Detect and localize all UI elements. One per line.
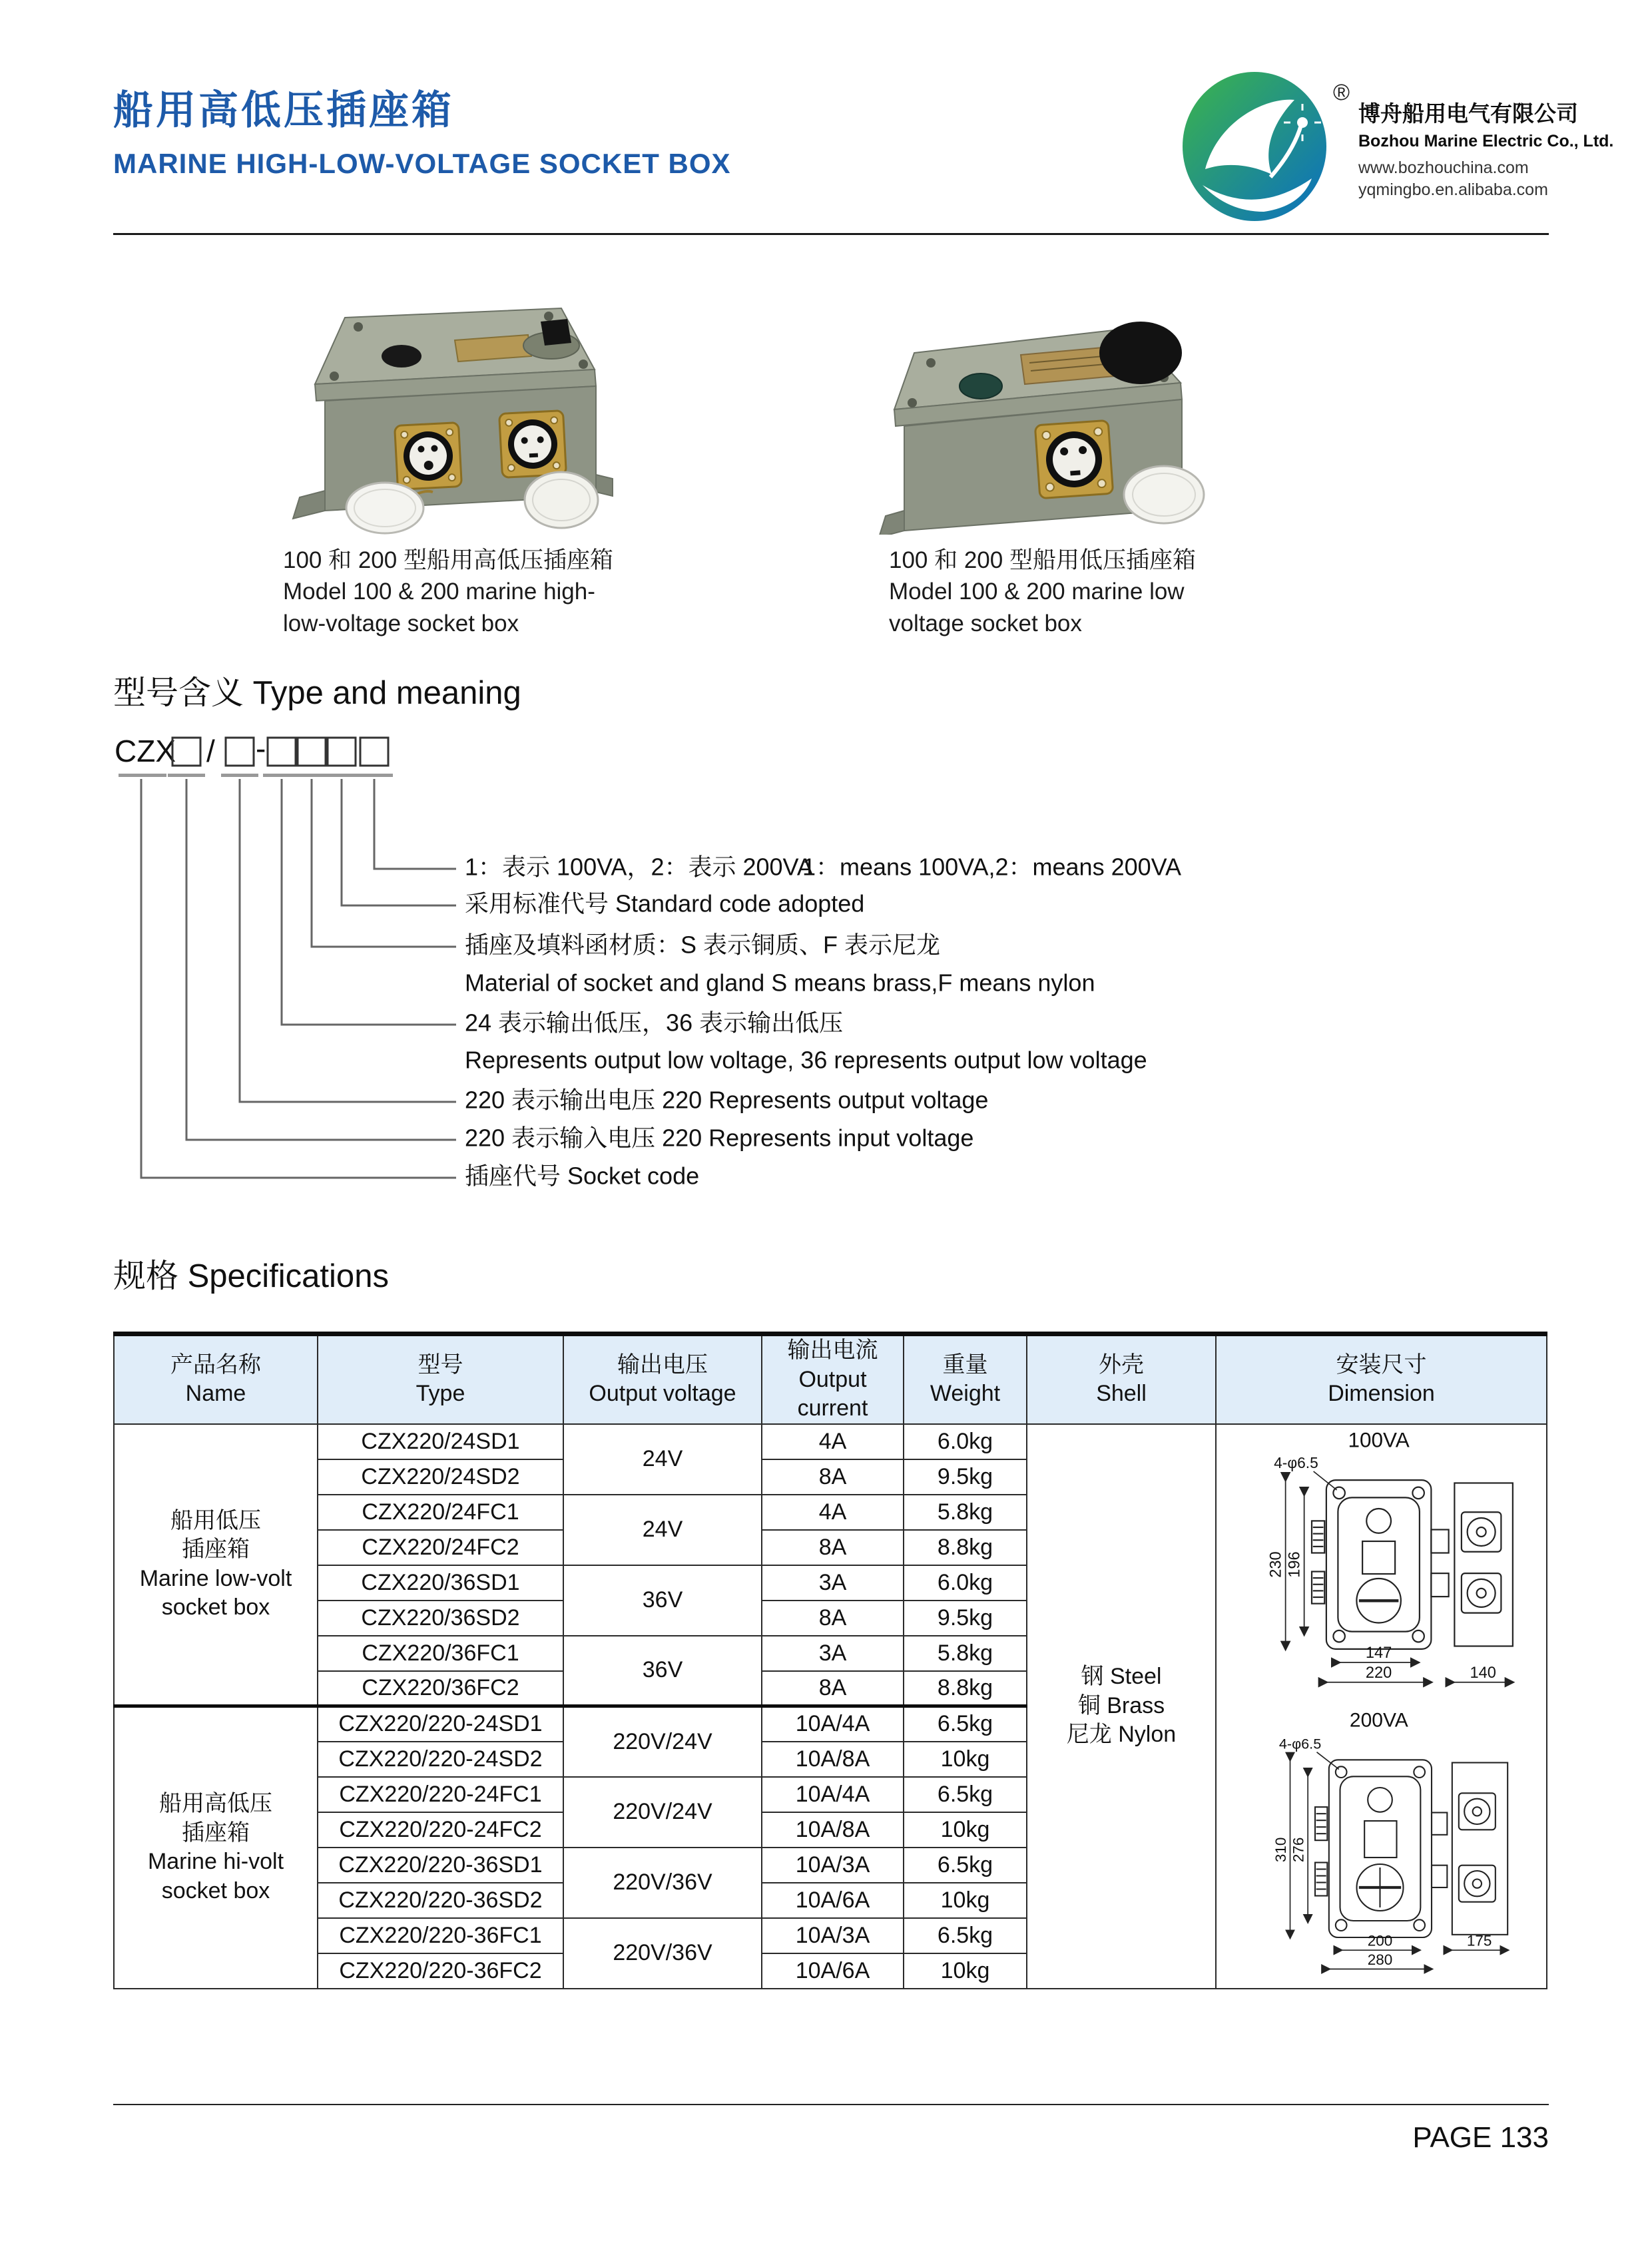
voltage-cell: 220V/24V [563, 1706, 762, 1777]
top-green-button [960, 374, 1002, 399]
type-code-notes [465, 854, 1181, 1190]
weight-cell: 6.5kg [904, 1706, 1027, 1742]
weight-cell: 5.8kg [904, 1495, 1027, 1530]
current-cell: 10A/6A [762, 1953, 904, 1989]
header-divider [113, 233, 1549, 235]
note-va-zh: 1：表示 100VA，2：表示 200VA [465, 853, 813, 881]
dim-width-inner: 200 [1367, 1932, 1392, 1949]
weight-cell: 10kg [904, 1883, 1027, 1918]
page-title-zh: 船用高低压插座箱 [113, 88, 454, 132]
note-socket-code: 插座代号 Socket code [465, 1162, 700, 1190]
note-material-zh: 插座及填料函材质：S 表示铜质、F 表示尼龙 [465, 931, 941, 959]
note-output-voltage: 220 表示输出电压 220 Represents output voltage [465, 1086, 989, 1114]
current-cell: 10A/4A [762, 1706, 904, 1742]
current-cell: 10A/3A [762, 1848, 904, 1883]
dim-height-inner: 276 [1290, 1837, 1306, 1862]
type-code-diagram [113, 727, 1478, 1220]
weight-cell: 9.5kg [904, 1459, 1027, 1495]
type-cell: CZX220/36SD2 [318, 1601, 563, 1636]
col-header-dimension: 安装尺寸 Dimension [1216, 1334, 1547, 1424]
col-header-shell: 外壳 Shell [1027, 1334, 1216, 1424]
top-push-button [382, 345, 421, 368]
dim-height-outer: 310 [1272, 1837, 1289, 1862]
note-input-voltage: 220 表示输入电压 220 Represents input voltage [465, 1124, 974, 1152]
top-switch-knob [541, 319, 571, 346]
dimension-drawing-100va [1232, 1425, 1531, 1704]
type-code-leader-lines [141, 779, 456, 1178]
spec-table [113, 1332, 1547, 1989]
dimension-cell [1216, 1424, 1547, 1989]
note-va-en: 1：means 100VA,2：means 200VA [802, 853, 1181, 881]
type-code-prefix: CZX [115, 734, 176, 768]
col-header-weight: 重量 Weight [904, 1334, 1027, 1424]
hole-spec-label: 4-φ6.5 [1273, 1453, 1318, 1471]
top-dome-cover [1099, 322, 1182, 384]
company-logo [1171, 64, 1344, 229]
caption-zh: 100 和 200 型船用高低压插座箱 [283, 547, 613, 573]
company-name-en: Bozhou Marine Electric Co., Ltd. [1358, 132, 1614, 151]
spec-row [114, 1424, 1547, 1459]
weight-cell: 9.5kg [904, 1601, 1027, 1636]
note-lowvolt-zh: 24 表示输出低压，36 表示输出低压 [465, 1009, 844, 1037]
top-nameplate [455, 335, 531, 362]
type-cell: CZX220/36FC2 [318, 1671, 563, 1706]
voltage-cell: 24V [563, 1424, 762, 1495]
type-code-slash: / [206, 734, 215, 768]
hole-spec-label: 4-φ6.5 [1278, 1735, 1321, 1752]
voltage-cell: 24V [563, 1495, 762, 1565]
voltage-cell: 36V [563, 1636, 762, 1706]
type-cell: CZX220/220-36SD2 [318, 1883, 563, 1918]
caption-en-line2: voltage socket box [889, 610, 1082, 636]
type-cell: CZX220/24FC1 [318, 1495, 563, 1530]
current-cell: 8A [762, 1459, 904, 1495]
caption-en-line1: Model 100 & 200 marine high- [283, 579, 595, 605]
weight-cell: 10kg [904, 1742, 1027, 1777]
weight-cell: 5.8kg [904, 1636, 1027, 1671]
col-header-name: 产品名称 Name [114, 1334, 318, 1424]
page-title-en: MARINE HIGH-LOW-VOLTAGE SOCKET BOX [113, 148, 731, 179]
company-website-2: yqmingbo.en.alibaba.com [1358, 180, 1548, 199]
dimension-lines [1285, 1480, 1512, 1682]
drawing-title: 100VA [1348, 1427, 1410, 1451]
page-number: PAGE 133 [1412, 2121, 1549, 2154]
note-standard: 采用标准代号 Standard code adopted [465, 889, 865, 917]
current-cell: 3A [762, 1565, 904, 1601]
type-code-dash: - [256, 731, 266, 766]
table-header-row [114, 1334, 1547, 1424]
note-lowvolt-en: Represents output low voltage, 36 represents output low voltage [465, 1046, 1147, 1074]
dim-height-inner: 196 [1286, 1551, 1304, 1578]
shell-cell: 钢 Steel 铜 Brass 尼龙 Nylon [1027, 1424, 1216, 1989]
group-name-low: 船用低压 插座箱 Marine low-volt socket box [114, 1424, 318, 1706]
caption-en-line1: Model 100 & 200 marine low [889, 579, 1185, 605]
protective-cap [1124, 466, 1204, 523]
current-cell: 8A [762, 1601, 904, 1636]
weight-cell: 6.5kg [904, 1848, 1027, 1883]
note-material-en: Material of socket and gland S means brass,F means nylon [465, 969, 1095, 997]
socket [1035, 420, 1113, 498]
weight-cell: 6.0kg [904, 1565, 1027, 1601]
type-cell: CZX220/36SD1 [318, 1565, 563, 1601]
type-cell: CZX220/220-36FC1 [318, 1918, 563, 1953]
type-cell: CZX220/220-24FC1 [318, 1777, 563, 1812]
weight-cell: 10kg [904, 1953, 1027, 1989]
weight-cell: 6.5kg [904, 1918, 1027, 1953]
drawing-title: 200VA [1349, 1708, 1408, 1731]
current-cell: 10A/6A [762, 1883, 904, 1918]
caption-high-low-box [283, 545, 789, 639]
weight-cell: 8.8kg [904, 1530, 1027, 1565]
section-heading-type-meaning: 型号含义 Type and meaning [113, 675, 521, 711]
section-heading-specifications: 规格 Specifications [113, 1258, 389, 1294]
type-cell: CZX220/24SD1 [318, 1424, 563, 1459]
col-header-type: 型号 Type [318, 1334, 563, 1424]
footer-divider [113, 2104, 1549, 2105]
type-cell: CZX220/220-24SD1 [318, 1706, 563, 1742]
type-cell: CZX220/24FC2 [318, 1530, 563, 1565]
company-website: www.bozhouchina.com [1358, 158, 1529, 177]
dim-width-inner: 147 [1365, 1644, 1392, 1662]
dim-width-outer: 280 [1367, 1951, 1392, 1968]
group-name-high: 船用高低压 插座箱 Marine hi-volt socket box [114, 1706, 318, 1989]
caption-low-box [889, 545, 1395, 639]
current-cell: 3A [762, 1636, 904, 1671]
logo-star [1297, 117, 1308, 128]
voltage-cell: 220V/36V [563, 1918, 762, 1989]
weight-cell: 6.5kg [904, 1777, 1027, 1812]
product-photo-low-voltage-box [851, 283, 1216, 535]
type-cell: CZX220/220-36SD1 [318, 1848, 563, 1883]
type-cell: CZX220/220-24FC2 [318, 1812, 563, 1848]
type-cell: CZX220/24SD2 [318, 1459, 563, 1495]
type-cell: CZX220/220-36FC2 [318, 1953, 563, 1989]
current-cell: 4A [762, 1495, 904, 1530]
current-cell: 4A [762, 1424, 904, 1459]
current-cell: 10A/3A [762, 1918, 904, 1953]
caption-zh: 100 和 200 型船用低压插座箱 [889, 547, 1196, 573]
type-code-underlines [119, 774, 393, 777]
company-name-zh: 博舟船用电气有限公司 [1358, 101, 1578, 126]
current-cell: 8A [762, 1671, 904, 1706]
product-photo-high-low-voltage-box [258, 276, 623, 535]
col-header-output-voltage: 输出电压 Output voltage [563, 1334, 762, 1424]
spec-table-wrap [113, 1332, 1547, 1989]
current-cell: 8A [762, 1530, 904, 1565]
current-cell: 10A/8A [762, 1812, 904, 1848]
col-header-output-current: 输出电流 Output current [762, 1334, 904, 1424]
socket-left [395, 423, 462, 490]
voltage-cell: 36V [563, 1565, 762, 1636]
weight-cell: 10kg [904, 1812, 1027, 1848]
weight-cell: 8.8kg [904, 1671, 1027, 1706]
company-block [1358, 100, 1638, 200]
dimension-drawing-200va [1232, 1704, 1531, 1987]
current-cell: 10A/4A [762, 1777, 904, 1812]
registered-mark: ® [1333, 80, 1350, 105]
voltage-cell: 220V/36V [563, 1848, 762, 1918]
dim-height-outer: 230 [1267, 1551, 1285, 1578]
dim-depth: 140 [1470, 1664, 1496, 1682]
caption-en-line2: low-voltage socket box [283, 610, 519, 636]
socket-right [499, 411, 567, 478]
dim-depth: 175 [1466, 1932, 1492, 1949]
dim-width-outer: 220 [1365, 1664, 1392, 1682]
type-cell: CZX220/220-24SD2 [318, 1742, 563, 1777]
weight-cell: 6.0kg [904, 1424, 1027, 1459]
current-cell: 10A/8A [762, 1742, 904, 1777]
type-code-boxes [172, 738, 388, 766]
type-cell: CZX220/36FC1 [318, 1636, 563, 1671]
voltage-cell: 220V/24V [563, 1777, 762, 1848]
